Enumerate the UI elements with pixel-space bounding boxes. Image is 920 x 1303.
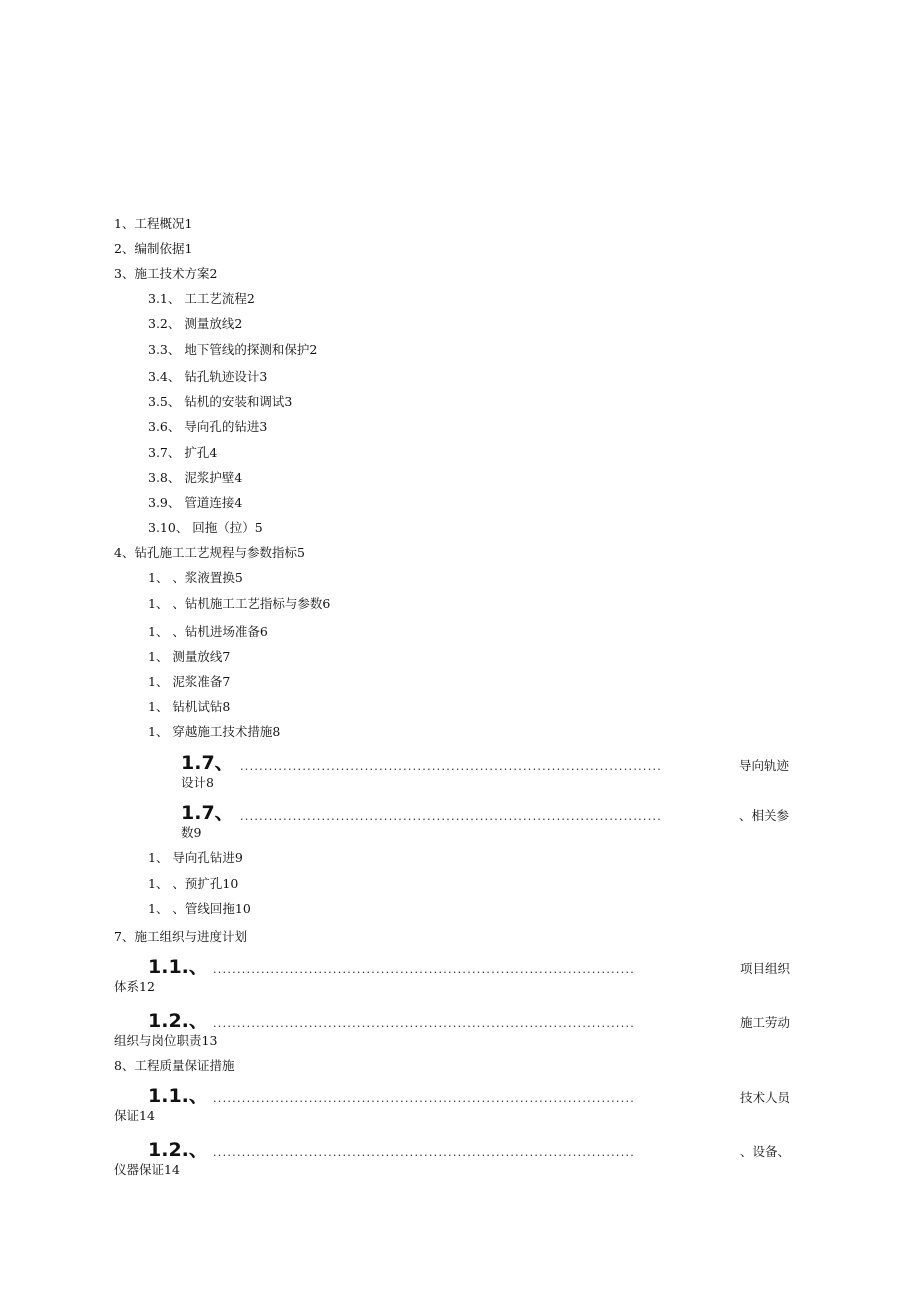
toc-entry-title-wrap[interactable]: 仪器保证14 — [114, 1162, 180, 1177]
dot-leader: ........................................................................................ — [213, 1146, 636, 1159]
toc-entry-4-c[interactable]: 1、 、钻机进场准备6 — [148, 624, 268, 639]
toc-entry-3-3[interactable]: 3.3、 地下管线的探测和保护2 — [148, 342, 318, 357]
toc-entry-title-wrap[interactable]: 体系12 — [114, 979, 155, 994]
toc-entry-4-g[interactable]: 1、 穿越施工技术措施8 — [148, 724, 281, 739]
toc-entry-title-wrap[interactable]: 设计8 — [181, 775, 214, 790]
dot-leader: ........................................................................................ — [213, 1017, 636, 1030]
toc-entry-4-f[interactable]: 1、 钻机试钻8 — [148, 699, 231, 714]
toc-entry-3-10[interactable]: 3.10、 回拖（拉）5 — [148, 520, 263, 535]
toc-entry-4-e[interactable]: 1、 泥浆准备7 — [148, 674, 231, 689]
toc-entry-4-h[interactable]: 1、 导向孔钻进9 — [148, 850, 243, 865]
toc-entry-3-7[interactable]: 3.7、 扩孔4 — [148, 445, 218, 460]
dot-leader: ........................................................................................ — [213, 963, 636, 976]
toc-entry-3-9[interactable]: 3.9、 管道连接4 — [148, 495, 243, 510]
dot-leader: ........................................................................................ — [240, 810, 663, 823]
toc-entry-3[interactable]: 3、施工技术方案2 — [114, 266, 218, 281]
toc-entry-title[interactable]: 项目组织 — [740, 961, 791, 976]
toc-entry-title[interactable]: 技术人员 — [740, 1090, 791, 1105]
toc-entry-number[interactable]: 1.7、 — [181, 802, 234, 824]
toc-entry-title[interactable]: 、设备、 — [740, 1144, 791, 1159]
toc-entry-4-j[interactable]: 1、 、管线回拖10 — [148, 901, 251, 916]
toc-entry-3-8[interactable]: 3.8、 泥浆护壁4 — [148, 470, 243, 485]
toc-entry-3-5[interactable]: 3.5、 钻机的安装和调试3 — [148, 394, 293, 409]
toc-entry-title-wrap[interactable]: 保证14 — [114, 1108, 155, 1123]
toc-entry-title[interactable]: 导向轨迹 — [739, 758, 790, 773]
toc-entry-3-4[interactable]: 3.4、 钻孔轨迹设计3 — [148, 369, 268, 384]
toc-entry-number[interactable]: 1.2.、 — [148, 1139, 208, 1161]
toc-entry-1[interactable]: 1、工程概况1 — [114, 216, 193, 231]
toc-entry-3-2[interactable]: 3.2、 测量放线2 — [148, 316, 243, 331]
toc-entry-number[interactable]: 1.7、 — [181, 752, 234, 774]
toc-entry-8[interactable]: 8、工程质量保证措施 — [114, 1058, 235, 1073]
toc-entry-number[interactable]: 1.1.、 — [148, 956, 208, 978]
toc-entry-title-wrap[interactable]: 数9 — [181, 825, 202, 840]
toc-entry-4-a[interactable]: 1、 、浆液置换5 — [148, 570, 243, 585]
dot-leader: ........................................................................................ — [213, 1092, 636, 1105]
toc-entry-title[interactable]: 、相关参 — [739, 808, 790, 823]
toc-entry-3-6[interactable]: 3.6、 导向孔的钻进3 — [148, 419, 268, 434]
toc-entry-3-1[interactable]: 3.1、 工工艺流程2 — [148, 291, 255, 306]
toc-entry-number[interactable]: 1.1.、 — [148, 1085, 208, 1107]
toc-entry-4-i[interactable]: 1、 、预扩孔10 — [148, 876, 239, 891]
toc-entry-number[interactable]: 1.2.、 — [148, 1010, 208, 1032]
toc-entry-4[interactable]: 4、钻孔施工工艺规程与参数指标5 — [114, 545, 305, 560]
toc-entry-4-b[interactable]: 1、 、钻机施工工艺指标与参数6 — [148, 596, 331, 611]
dot-leader: ........................................................................................ — [240, 760, 663, 773]
toc-entry-7[interactable]: 7、施工组织与进度计划 — [114, 929, 247, 944]
toc-entry-title[interactable]: 施工劳动 — [740, 1015, 791, 1030]
toc-entry-4-d[interactable]: 1、 测量放线7 — [148, 649, 231, 664]
toc-entry-2[interactable]: 2、编制依据1 — [114, 241, 193, 256]
toc-entry-title-wrap[interactable]: 组织与岗位职责13 — [114, 1033, 218, 1048]
